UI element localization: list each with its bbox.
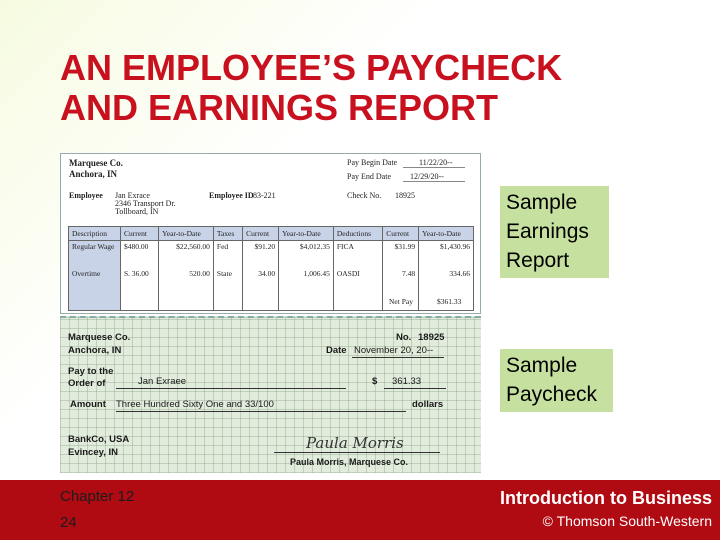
dollars-label: dollars — [412, 399, 444, 410]
report-company-city: Anchora, IN — [69, 169, 118, 179]
title-line-1: AN EMPLOYEE’S PAYCHECK — [60, 47, 563, 88]
table-cell — [333, 282, 382, 311]
net-pay-value: $361.33 — [437, 297, 462, 306]
col-ytd-taxes: Year-to-Date — [279, 227, 334, 241]
payee-line — [116, 388, 346, 389]
course-title: Introduction to Business — [499, 488, 712, 508]
table-cell: Regular Wage — [69, 241, 121, 268]
table-cell: $22,560.00 — [159, 241, 214, 268]
table-cell: OASDI — [333, 268, 382, 282]
col-current-taxes: Current — [243, 227, 279, 241]
check-company-city: Anchora, IN — [68, 345, 122, 356]
signer-name: Paula Morris, Marquese Co. — [290, 457, 409, 467]
earnings-report-callout — [500, 186, 609, 278]
page-number: 24 — [60, 514, 77, 531]
employee-id-label: Employee ID — [209, 191, 254, 200]
earnings-table-header — [69, 227, 474, 241]
check-no-label: Check No. — [347, 191, 382, 200]
copyright: © Thomson South-Western — [542, 513, 712, 529]
employee-address-1: 2346 Transport Dr. — [115, 199, 176, 208]
amount-numeric-line — [384, 388, 446, 389]
table-cell — [383, 282, 419, 311]
table-cell — [213, 282, 242, 311]
pay-to-label-2: Order of — [68, 378, 106, 389]
table-cell: 520.00 — [159, 268, 214, 282]
check-number-label: No. — [396, 332, 412, 343]
table-cell: State — [213, 268, 242, 282]
earnings-report — [60, 153, 481, 314]
chapter-label: Chapter 12 — [60, 488, 135, 505]
check-number-value: 18925 — [418, 332, 445, 343]
callout-text: Sample — [506, 191, 578, 214]
amount-words-line — [116, 411, 406, 412]
callout-text: Sample — [506, 354, 578, 377]
table-row-blank — [69, 282, 474, 311]
pay-end-underline — [403, 181, 465, 182]
pay-to-label-1: Pay to the — [68, 366, 114, 377]
title-line-2: AND EARNINGS REPORT — [60, 87, 499, 128]
table-cell — [419, 282, 474, 311]
employee-id-value: 83-221 — [253, 191, 276, 200]
table-cell: 7.48 — [383, 268, 419, 282]
table-cell — [159, 282, 214, 311]
table-cell: Overtime — [69, 268, 121, 282]
table-cell: $31.99 — [383, 241, 419, 268]
bank-city: Evincey, IN — [68, 447, 118, 458]
amount-numeric: 361.33 — [392, 376, 422, 387]
table-cell — [69, 282, 121, 311]
paycheck-callout — [500, 349, 613, 412]
amount-label: Amount — [70, 399, 106, 410]
table-cell — [279, 282, 334, 311]
callout-text: Report — [506, 249, 570, 272]
col-taxes: Taxes — [213, 227, 242, 241]
table-cell — [121, 282, 159, 311]
table-cell: $1,430.96 — [419, 241, 474, 268]
callout-text: Paycheck — [506, 383, 598, 406]
report-company-name: Marquese Co. — [69, 158, 123, 168]
signature-line — [274, 452, 440, 453]
payee-name: Jan Exraee — [138, 376, 187, 387]
col-current-deductions: Current — [383, 227, 419, 241]
pay-begin-value: 11/22/20-- — [419, 158, 453, 167]
bank-name: BankCo, USA — [68, 434, 130, 445]
table-cell: 34.00 — [243, 268, 279, 282]
callout-text: Earnings — [506, 220, 589, 243]
table-cell: Fed — [213, 241, 242, 268]
col-ytd-earnings: Year-to-Date — [159, 227, 214, 241]
amount-words: Three Hundred Sixty One and 33/100 — [116, 399, 274, 410]
col-ytd-deductions: Year-to-Date — [419, 227, 474, 241]
table-cell: 1,006.45 — [279, 268, 334, 282]
table-cell: $4,012.35 — [279, 241, 334, 268]
pay-end-label: Pay End Date — [347, 172, 391, 181]
pay-begin-underline — [403, 167, 465, 168]
pay-begin-label: Pay Begin Date — [347, 158, 398, 167]
table-cell: $91.20 — [243, 241, 279, 268]
signature: Paula Morris — [306, 434, 404, 452]
slide-title — [60, 48, 700, 128]
pay-end-value: 12/29/20-- — [410, 172, 444, 181]
date-line — [352, 357, 444, 358]
table-cell: $480.00 — [121, 241, 159, 268]
col-deductions: Deductions — [333, 227, 382, 241]
footer-bar — [0, 480, 720, 540]
table-cell: S. 36.00 — [121, 268, 159, 282]
col-current-earnings: Current — [121, 227, 159, 241]
net-pay-label: Net Pay — [389, 297, 413, 306]
table-cell: FICA — [333, 241, 382, 268]
check-company-name: Marquese Co. — [68, 332, 131, 343]
dollar-sign: $ — [372, 376, 378, 387]
employee-address-2: Tollboard, IN — [115, 207, 159, 216]
table-row — [69, 268, 474, 282]
earnings-table — [68, 226, 474, 311]
table-cell — [243, 282, 279, 311]
check-date-label: Date — [326, 345, 347, 356]
check-no-value: 18925 — [395, 191, 415, 200]
employee-label: Employee — [69, 191, 103, 200]
col-description: Description — [69, 227, 121, 241]
check-date-value: November 20, 20-- — [354, 345, 434, 356]
table-row — [69, 241, 474, 268]
table-cell: 334.66 — [419, 268, 474, 282]
employee-name: Jan Exrace — [115, 191, 150, 200]
paycheck — [60, 316, 481, 473]
